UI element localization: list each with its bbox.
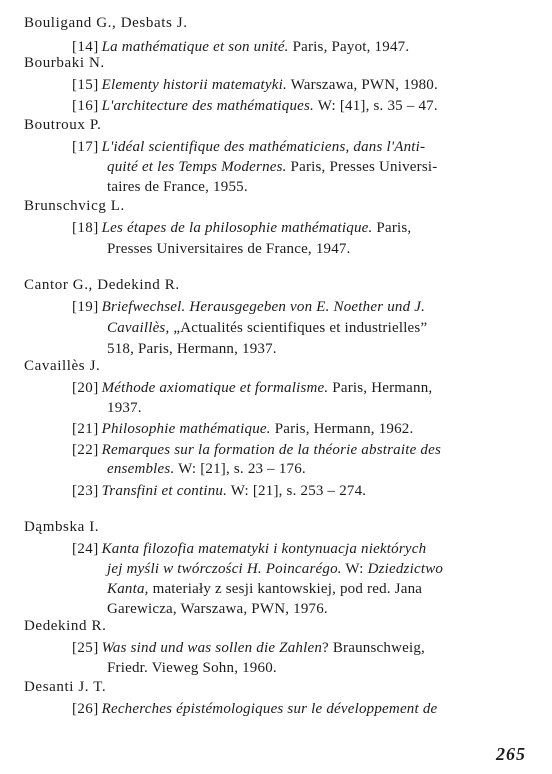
entry-continuation (107, 399, 142, 417)
entry-publication: ? Braunschweig, (322, 640, 425, 656)
entry-continuation (107, 600, 328, 618)
bibliography-entry (72, 298, 425, 316)
entry-publication: W: [21], s. 23 – 176. (174, 461, 306, 477)
entry-continuation (107, 240, 351, 258)
entry-publication: Friedr. Vieweg Sohn, 1960. (107, 660, 277, 676)
entry-title: Les étapes de la philosophie mathématique. (101, 220, 373, 236)
entry-title: Kanta, (107, 581, 149, 597)
entry-title: quité et les Temps Modernes. (107, 159, 287, 175)
entry-continuation (107, 659, 277, 677)
bibliography-entry (72, 540, 426, 558)
entry-number: [16] (72, 98, 99, 114)
entry-title: Kanta filozofia matematyki i kontynuacja niektórych (101, 541, 427, 557)
entry-number: [21] (72, 421, 99, 437)
entry-title: La mathématique et son unité. (101, 39, 289, 55)
entry-title: ensembles. (107, 461, 175, 477)
author-heading: Desanti J. T. (24, 679, 107, 695)
entry-publication: Paris, Hermann, (328, 380, 433, 396)
author-heading: Cantor G., Dedekind R. (24, 277, 180, 293)
entry-title: L'idéal scientifique des mathématiciens, dans l'Anti- (101, 139, 426, 155)
bibliography-entry (72, 76, 438, 94)
entry-number: [23] (72, 483, 99, 499)
entry-number: [24] (72, 541, 99, 557)
entry-publication: Warszawa, PWN, 1980. (286, 77, 438, 93)
entry-continuation (107, 460, 306, 478)
page-number: 265 (496, 744, 526, 764)
entry-publication: 518, Paris, Hermann, 1937. (107, 341, 277, 357)
author-heading: Cavaillès J. (24, 358, 101, 374)
author-heading: Bouligand G., Desbats J. (24, 15, 188, 31)
entry-publication: W: [21], s. 253 – 274. (227, 483, 367, 499)
author-heading: Dedekind R. (24, 618, 107, 634)
entry-number: [19] (72, 299, 99, 315)
bibliography-entry (72, 639, 425, 657)
entry-title: Recherches épistémologiques sur le développement de (101, 701, 438, 717)
entry-publication: Garewicza, Warszawa, PWN, 1976. (107, 601, 328, 617)
entry-publication: Paris, (372, 220, 412, 236)
entry-title: Méthode axiomatique et formalisme. (101, 380, 329, 396)
entry-number: [18] (72, 220, 99, 236)
author-heading: Brunschvicg L. (24, 198, 125, 214)
bibliography-entry (72, 482, 366, 500)
entry-publication: Paris, Presses Universi- (286, 159, 438, 175)
bibliography-entry (72, 219, 411, 237)
entry-number: [20] (72, 380, 99, 396)
bibliography-entry (72, 420, 413, 438)
bibliography-entry (72, 38, 409, 56)
entry-publication: Presses Universitaires de France, 1947. (107, 241, 351, 257)
bibliography-entry (72, 138, 425, 156)
entry-publication: taires de France, 1955. (107, 179, 248, 195)
entry-title: Was sind und was sollen die Zahlen (101, 640, 323, 656)
entry-title: Philosophie mathématique. (101, 421, 271, 437)
entry-continuation (107, 319, 427, 337)
entry-continuation (107, 158, 437, 176)
entry-title: Cavaillès, (107, 320, 170, 336)
entry-continuation (107, 340, 277, 358)
entry-continuation (107, 178, 248, 196)
entry-publication: materiały z sesji kantowskiej, pod red. Jana (148, 581, 423, 597)
entry-title: Dziedzictwo (367, 561, 444, 577)
entry-number: [26] (72, 701, 99, 717)
entry-publication: W: [41], s. 35 – 47. (314, 98, 438, 114)
entry-publication: Paris, Payot, 1947. (288, 39, 410, 55)
entry-publication: 1937. (107, 400, 142, 416)
entry-title: Elementy historii matematyki. (101, 77, 287, 93)
entry-number: [17] (72, 139, 99, 155)
entry-number: [15] (72, 77, 99, 93)
author-heading: Boutroux P. (24, 117, 102, 133)
entry-title: L'architecture des mathématiques. (101, 98, 315, 114)
entry-title: Remarques sur la formation de la théorie abstraite des (101, 442, 441, 458)
entry-title: Transfini et continu. (101, 483, 228, 499)
bibliography-entry (72, 97, 438, 115)
entry-publication: W: (341, 561, 368, 577)
author-heading: Dąmbska I. (24, 519, 100, 535)
entry-continuation (107, 580, 422, 598)
entry-publication: „Actualités scientifiques et industrielles” (169, 320, 428, 336)
entry-title: jej myśli w twórczości H. Poincarégo. (107, 561, 342, 577)
entry-number: [22] (72, 442, 99, 458)
entry-continuation (107, 560, 443, 578)
entry-publication: Paris, Hermann, 1962. (270, 421, 414, 437)
entry-number: [25] (72, 640, 99, 656)
entry-title: Briefwechsel. Herausgegeben von E. Noether und J. (101, 299, 426, 315)
bibliography-entry (72, 441, 441, 459)
bibliography-entry (72, 700, 437, 718)
entry-number: [14] (72, 39, 99, 55)
author-heading: Bourbaki N. (24, 55, 105, 71)
bibliography-entry (72, 379, 432, 397)
